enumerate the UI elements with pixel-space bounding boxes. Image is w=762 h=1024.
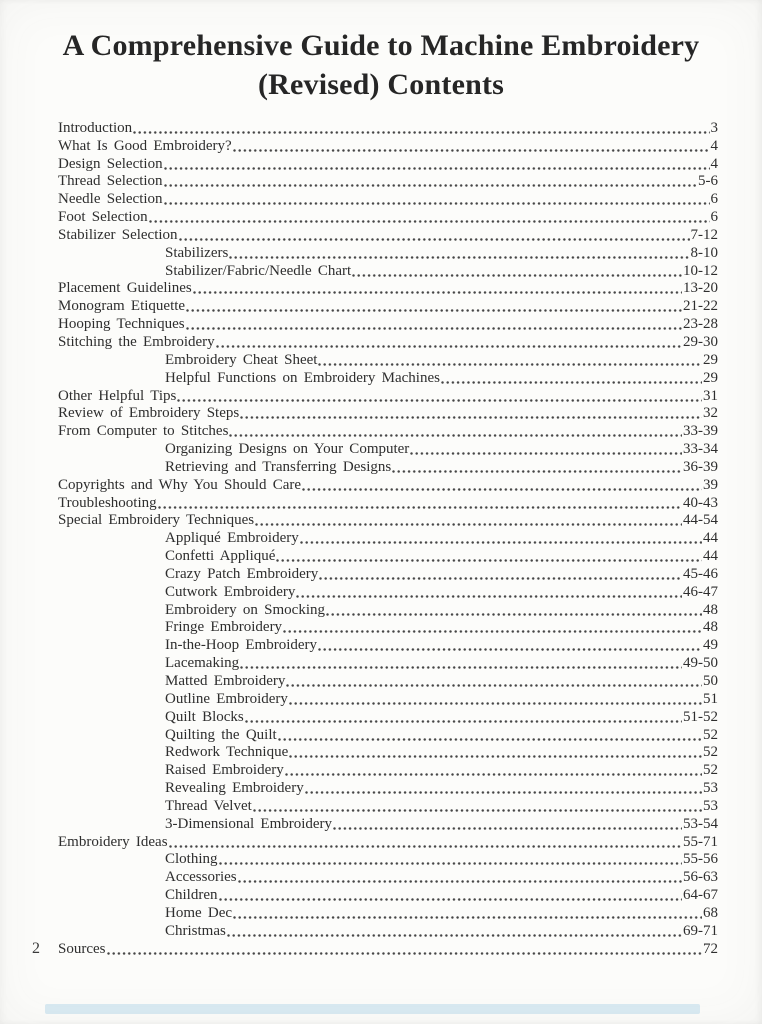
dot-leader [441,380,702,385]
dot-leader [276,558,702,563]
toc-entry-label: Accessories [165,869,237,886]
toc-row [58,565,718,583]
toc-entry-page: 29 [703,351,718,368]
toc-row [58,280,718,298]
toc-row [58,262,718,280]
dot-leader [302,487,702,492]
toc-row [58,922,718,940]
toc-row [58,797,718,815]
toc-entry-label: Introduction [58,119,133,136]
dot-leader [219,897,683,902]
toc-entry-page: 52 [703,744,718,761]
toc-entry-label: Needle Selection [58,191,163,208]
toc-entry-page: 53 [703,797,718,814]
toc-row [58,708,718,726]
page-title [30,26,732,104]
toc-row [58,619,718,637]
toc-entry-page: 21-22 [683,298,718,315]
toc-entry-label: Thread Selection [58,173,163,190]
dot-leader [169,844,682,849]
toc-entry-page: 29-30 [683,333,718,350]
toc-entry-page: 48 [703,601,718,618]
toc-entry-page: 13-20 [683,280,718,297]
toc-row [58,458,718,476]
dot-leader [240,665,682,670]
dot-leader [186,326,682,331]
toc-entry-label: Helpful Functions on Embroidery Machines [165,369,440,386]
toc-entry-label: Hooping Techniques [58,316,185,333]
toc-entry-page: 33-39 [683,423,718,440]
toc-entry-page: 52 [703,762,718,779]
toc-row [58,297,718,315]
toc-entry-page: 5-6 [698,173,718,190]
toc-entry-label: Home Dec [165,904,233,921]
toc-entry-label: Revealing Embroidery [165,780,304,797]
toc-row [58,190,718,208]
folio-page-number: 2 [32,939,40,957]
dot-leader [177,398,702,403]
toc-entry-label: Outline Embroidery [165,690,288,707]
dot-leader [164,183,697,188]
dot-leader [245,719,682,724]
toc-entry-label: Special Embroidery Techniques [58,512,255,529]
toc-entry-page: 32 [703,405,718,422]
toc-row [58,904,718,922]
toc-entry-page: 49-50 [683,655,718,672]
toc-entry-label: Embroidery Ideas [58,833,168,850]
toc-entry-label: Christmas [165,922,226,939]
toc-row [58,405,718,423]
toc-entry-label: Review of Embroidery Steps [58,405,240,422]
toc-entry-page: 4 [710,137,718,154]
toc-row [58,315,718,333]
toc-entry-label: In-the-Hoop Embroidery [165,637,318,654]
toc-row [58,173,718,191]
dot-leader [233,915,702,920]
toc-row [58,369,718,387]
toc-row [58,726,718,744]
toc-entry-page: 69-71 [683,922,718,939]
dot-leader [305,790,702,795]
toc-entry-page: 3 [710,119,718,136]
toc-entry-label: Placement Guidelines [58,280,192,297]
toc-entry-label: Other Helpful Tips [58,387,177,404]
dot-leader [318,647,702,652]
toc-entry-label: Children [165,887,218,904]
toc-row [58,476,718,494]
dot-leader [392,469,682,474]
toc-row [58,529,718,547]
toc-entry-label: From Computer to Stitches [58,423,229,440]
toc-entry-page: 55-71 [683,833,718,850]
dot-leader [289,701,702,706]
toc-entry-page: 6 [710,191,718,208]
toc-entry-label: Fringe Embroidery [165,619,283,636]
dot-leader [333,826,682,831]
toc-entry-page: 49 [703,637,718,654]
toc-entry-page: 72 [703,940,718,957]
toc-entry-label: Monogram Etiquette [58,298,186,315]
toc-entry-label: Sources [58,940,106,957]
toc-row [58,512,718,530]
dot-leader [107,951,703,956]
dot-leader [216,344,682,349]
toc-entry-label: Lacemaking [165,655,240,672]
toc-row [58,868,718,886]
dot-leader [238,879,682,884]
dot-leader [149,219,710,224]
dot-leader [186,308,682,313]
toc-entry-page: 44 [703,548,718,565]
toc-entry-page: 44 [703,530,718,547]
page-title-line1: A Comprehensive Guide to Machine Embroidery [62,29,700,62]
toc-row [58,940,718,958]
toc-entry-page: 29 [703,369,718,386]
dot-leader [318,362,702,367]
toc-entry-label: Confetti Appliqué [165,548,276,565]
toc-entry-label: Stabilizer/Fabric/Needle Chart [165,262,352,279]
toc-entry-page: 8-10 [690,244,718,261]
toc-entry-label: Cutwork Embroidery [165,583,296,600]
toc-entry-page: 6 [710,209,718,226]
toc-entry-page: 46-47 [683,583,718,600]
toc-entry-page: 33-34 [683,441,718,458]
dot-leader [164,201,710,206]
toc-row [58,583,718,601]
toc-entry-page: 55-56 [683,851,718,868]
toc-entry-label: Design Selection [58,155,163,172]
toc-entry-page: 23-28 [683,316,718,333]
toc-row [58,440,718,458]
toc-entry-label: Thread Velvet [165,797,252,814]
toc-row [58,333,718,351]
toc-row [58,422,718,440]
toc-entry-label: Crazy Patch Embroidery [165,565,319,582]
toc-entry-page: 4 [710,155,718,172]
toc-entry-label: Clothing [165,851,218,868]
dot-leader [233,148,710,153]
dot-leader [255,522,682,527]
toc-row [58,351,718,369]
dot-leader [179,237,690,242]
dot-leader [278,737,702,742]
toc-entry-page: 39 [703,476,718,493]
page-title-line2: (Revised) Contents [257,68,505,101]
toc-row [58,672,718,690]
toc-row [58,851,718,869]
toc-row [58,815,718,833]
toc-entry-page: 51-52 [683,708,718,725]
toc-row [58,779,718,797]
toc-row [58,155,718,173]
dot-leader [283,629,702,634]
toc-entry-page: 52 [703,726,718,743]
toc-entry-label: Appliqué Embroidery [165,530,299,547]
toc-entry-label: Stabilizers [165,244,229,261]
dot-leader [227,933,682,938]
dot-leader [296,594,682,599]
toc-row [58,119,718,137]
toc-entry-page: 68 [703,904,718,921]
toc-row [58,833,718,851]
toc-entry-page: 36-39 [683,458,718,475]
toc-entry-label: Redwork Technique [165,744,289,761]
toc-entry-page: 53-54 [683,815,718,832]
toc-entry-label: Embroidery Cheat Sheet [165,351,318,368]
toc-row [58,601,718,619]
dot-leader [319,576,682,581]
toc-entry-page: 50 [703,673,718,689]
toc-row [58,744,718,762]
toc-row [58,547,718,565]
dot-leader [410,451,682,456]
toc-entry-page: 31 [703,387,718,404]
table-of-contents [32,119,718,958]
toc-entry-label: Stitching the Embroidery [58,333,215,350]
toc-entry-label: Copyrights and Why You Should Care [58,476,302,493]
toc-row [58,654,718,672]
toc-row [58,636,718,654]
toc-entry-label: Stabilizer Selection [58,226,178,243]
dot-leader [240,415,702,420]
toc-entry-label: Organizing Designs on Your Computer [165,441,410,458]
dot-leader [158,505,682,510]
toc-entry-label: Quilting the Quilt [165,726,277,743]
dot-leader [352,273,682,278]
dot-leader [289,754,702,759]
toc-entry-label: Troubleshooting [58,494,157,511]
dot-leader [133,130,709,135]
toc-row [58,494,718,512]
toc-row [58,690,718,708]
toc-entry-page: 64-67 [683,887,718,904]
toc-entry-label: Embroidery on Smocking [165,601,325,618]
dot-leader [285,772,702,777]
dot-leader [300,540,702,545]
dot-leader [193,290,682,295]
toc-entry-page: 56-63 [683,869,718,886]
dot-leader [219,861,682,866]
toc-entry-label: Raised Embroidery [165,762,284,779]
dot-leader [253,808,702,813]
toc-row [58,137,718,155]
toc-entry-label: Matted Embroidery [165,673,286,689]
toc-entry-page: 45-46 [683,565,718,582]
toc-entry-page: 48 [703,619,718,636]
dot-leader [229,255,689,260]
toc-entry-label: 3-Dimensional Embroidery [165,815,333,832]
dot-leader [164,166,710,171]
toc-row [58,226,718,244]
toc-row [58,208,718,226]
toc-entry-label: Quilt Blocks [165,708,244,725]
toc-entry-label: Foot Selection [58,209,148,226]
toc-entry-page: 51 [703,690,718,707]
toc-row [58,886,718,904]
dot-leader [326,612,702,617]
dot-leader [286,683,702,688]
toc-row [58,244,718,262]
toc-entry-label: Retrieving and Transferring Designs [165,458,392,475]
toc-entry-page: 44-54 [683,512,718,529]
toc-entry-page: 10-12 [683,262,718,279]
dot-leader [229,433,682,438]
toc-entry-page: 53 [703,780,718,797]
toc-row [58,387,718,405]
scan-artifact-strip [45,1004,700,1014]
toc-entry-page: 40-43 [683,494,718,511]
toc-entry-label: What Is Good Embroidery? [58,137,232,154]
toc-row [58,761,718,779]
toc-entry-page: 7-12 [690,226,718,243]
